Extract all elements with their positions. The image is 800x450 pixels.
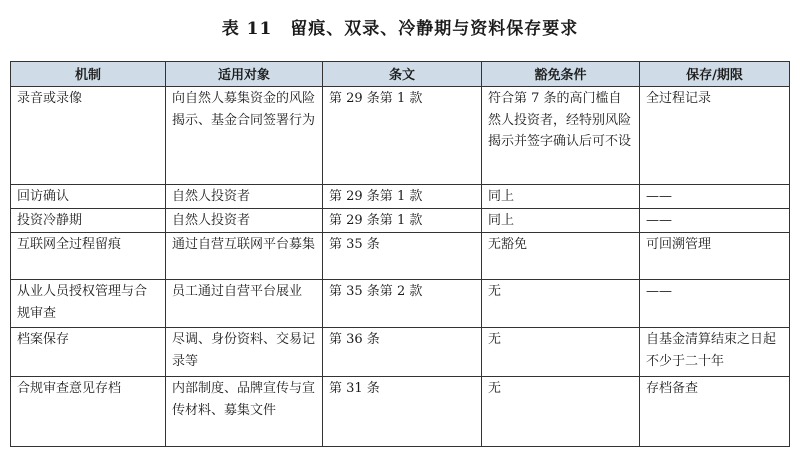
- cell-clause: 第 35 条: [323, 233, 482, 280]
- header-mechanism: 机制: [11, 62, 166, 87]
- cell-mechanism: 从业人员授权管理与合规审查: [11, 280, 166, 328]
- cell-exemption: 符合第 7 条的高门槛自然人投资者，经特别风险揭示并签字确认后可不设: [482, 87, 640, 185]
- cell-target: 员工通过自营平台展业: [166, 280, 323, 328]
- cell-retention: 可回溯管理: [640, 233, 790, 280]
- table-row: [11, 185, 790, 209]
- table-row: [11, 233, 790, 280]
- cell-target: 通过自营互联网平台募集: [166, 233, 323, 280]
- cell-clause: 第 29 条第 1 款: [323, 185, 482, 209]
- cell-clause: 第 29 条第 1 款: [323, 209, 482, 233]
- header-row: [11, 62, 790, 87]
- table-row: [11, 87, 790, 185]
- cell-target: 自然人投资者: [166, 209, 323, 233]
- cell-exemption: 无: [482, 328, 640, 377]
- header-clause: 条文: [323, 62, 482, 87]
- cell-clause: 第 31 条: [323, 377, 482, 447]
- cell-retention: ——: [640, 185, 790, 209]
- cell-exemption: 无豁免: [482, 233, 640, 280]
- header-retention: 保存/期限: [640, 62, 790, 87]
- cell-mechanism: 互联网全过程留痕: [11, 233, 166, 280]
- cell-retention: ——: [640, 280, 790, 328]
- cell-retention: ——: [640, 209, 790, 233]
- cell-target: 自然人投资者: [166, 185, 323, 209]
- cell-retention: 存档备查: [640, 377, 790, 447]
- table-row: [11, 280, 790, 328]
- cell-exemption: 无: [482, 280, 640, 328]
- cell-clause: 第 36 条: [323, 328, 482, 377]
- cell-retention: 自基金清算结束之日起不少于二十年: [640, 328, 790, 377]
- cell-mechanism: 合规审查意见存档: [11, 377, 166, 447]
- cell-target: 内部制度、品牌宣传与宣传材料、募集文件: [166, 377, 323, 447]
- table-row: [11, 209, 790, 233]
- cell-clause: 第 35 条第 2 款: [323, 280, 482, 328]
- table-row: [11, 328, 790, 377]
- table-row: [11, 377, 790, 447]
- cell-exemption: 无: [482, 377, 640, 447]
- cell-exemption: 同上: [482, 185, 640, 209]
- cell-retention: 全过程记录: [640, 87, 790, 185]
- cell-clause: 第 29 条第 1 款: [323, 87, 482, 185]
- cell-target: 尽调、身份资料、交易记录等: [166, 328, 323, 377]
- table-title: 表 11 留痕、双录、冷静期与资料保存要求: [221, 19, 579, 39]
- cell-exemption: 同上: [482, 209, 640, 233]
- cell-mechanism: 档案保存: [11, 328, 166, 377]
- header-target: 适用对象: [166, 62, 323, 87]
- header-exemption: 豁免条件: [482, 62, 640, 87]
- cell-target: 向自然人募集资金的风险揭示、基金合同签署行为: [166, 87, 323, 185]
- cell-mechanism: 投资冷静期: [11, 209, 166, 233]
- requirements-table: [10, 61, 790, 447]
- cell-mechanism: 录音或录像: [11, 87, 166, 185]
- cell-mechanism: 回访确认: [11, 185, 166, 209]
